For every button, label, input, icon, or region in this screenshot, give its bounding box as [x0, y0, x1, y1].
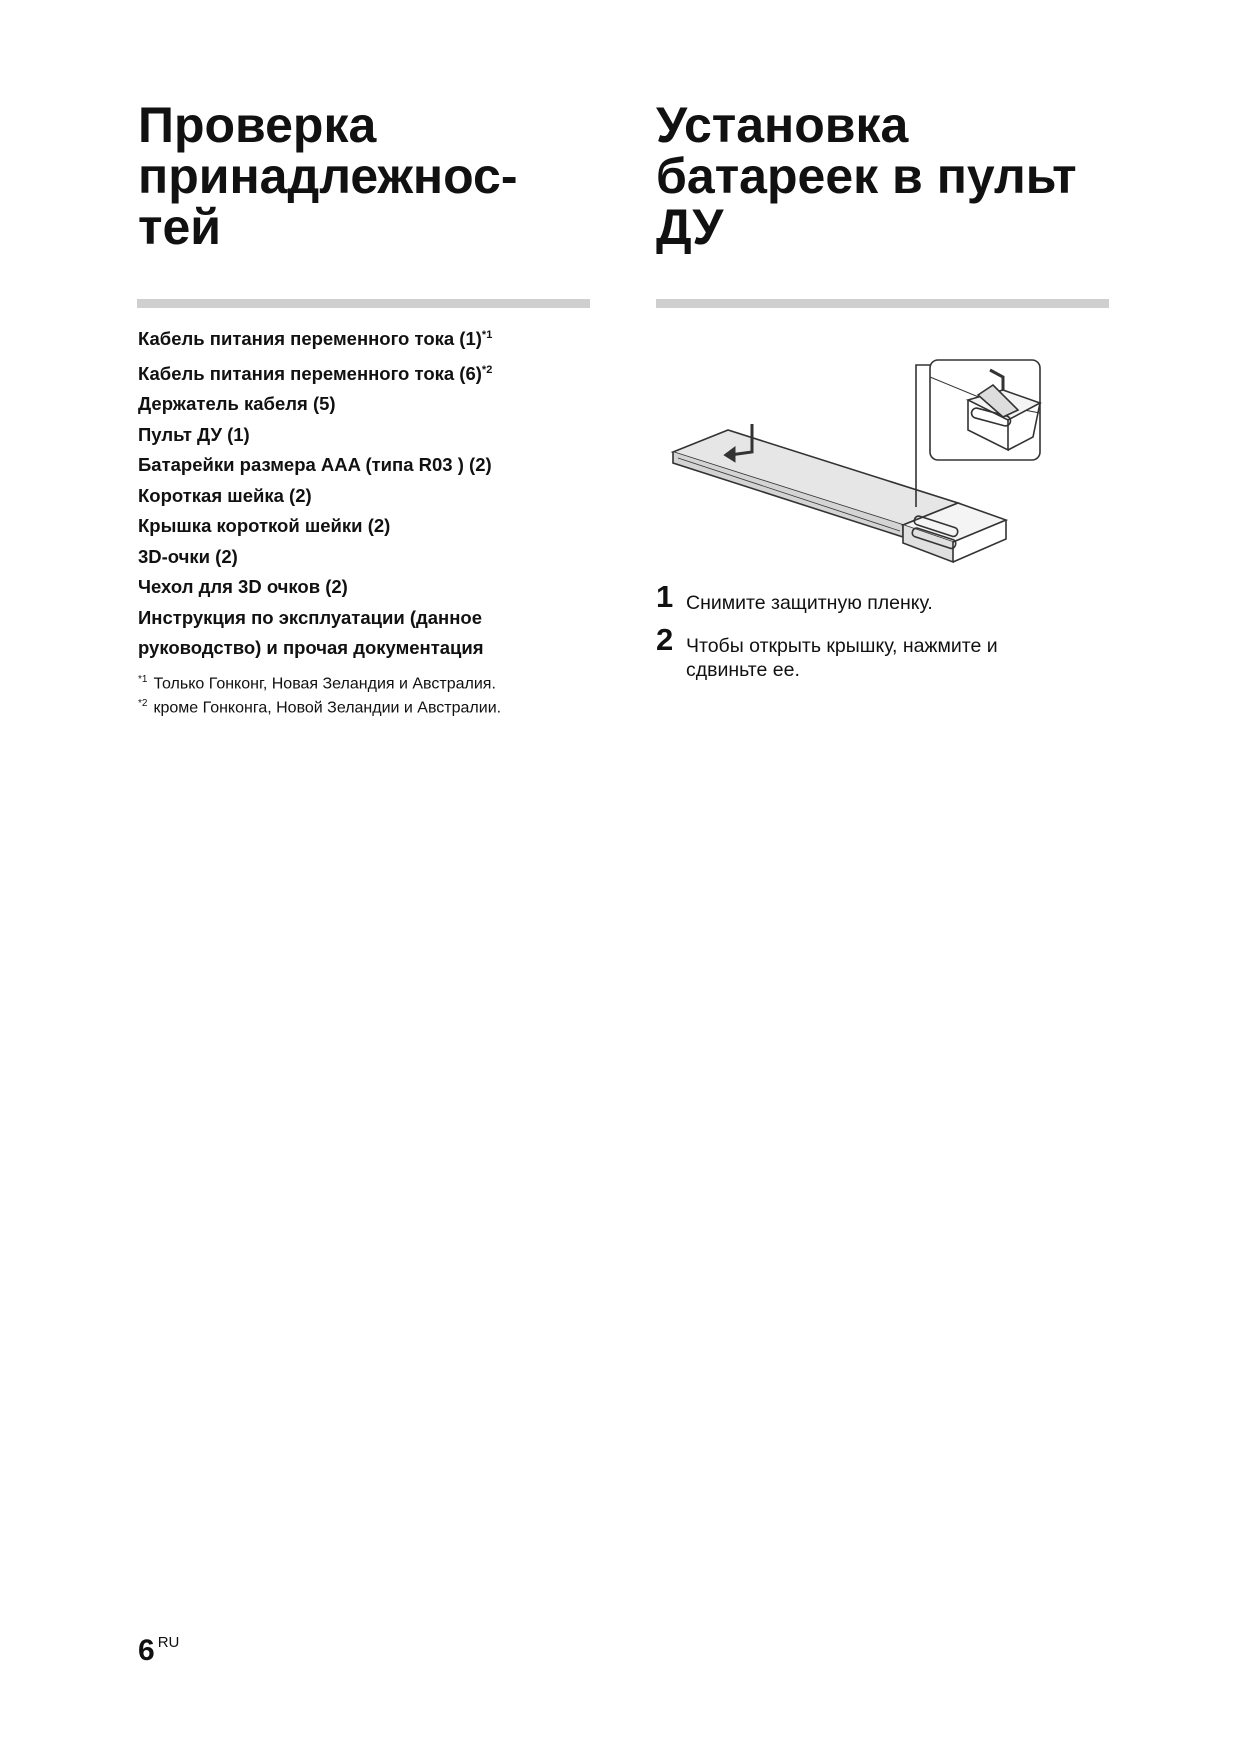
- footnote: $^{*2}$ кроме Гонконга, Новой Зеландии и Австралии.: [138, 698, 502, 717]
- title-line: Установка: [656, 97, 909, 153]
- step-number: 2: [656, 622, 674, 657]
- list-item: руководство) и прочая документация: [138, 637, 484, 659]
- list-item: Инструкция по эксплуатации (данное: [138, 606, 482, 628]
- list-item: Пульт ДУ (1): [138, 423, 250, 445]
- inset-detail: [930, 360, 1040, 460]
- list-item: Батарейки размера AAA (типа R03 ) (2): [138, 454, 492, 476]
- list-item: Чехол для 3D очков (2): [138, 576, 348, 598]
- language-code: RU: [157, 1634, 180, 1651]
- callout-line: [916, 365, 930, 507]
- list-item: Кабель питания переменного тока $(1)^{*1}$: [138, 328, 493, 350]
- list-item: Крышка короткой шейки (2): [138, 515, 391, 537]
- left-title: [138, 97, 518, 255]
- step-text: Чтобы открыть крышку, нажмите и сдвиньте ее.: [686, 635, 998, 681]
- list-item: 3D-очки (2): [138, 545, 238, 567]
- footnote: $^{*1}$ Только Гонконг, Новая Зеландия и Австралия.: [138, 674, 496, 693]
- step-number: 1: [656, 579, 674, 614]
- right-title: [656, 97, 1077, 255]
- title-line: принадлежнос-: [138, 148, 518, 204]
- list-item: Кабель питания переменного тока $(6)^{*2}$: [138, 362, 493, 384]
- list-item: Держатель кабеля (5): [138, 393, 336, 415]
- left-divider: [137, 299, 590, 308]
- title-line: батареек в пульт: [656, 148, 1077, 204]
- step-2: [656, 622, 1046, 682]
- right-divider: [656, 299, 1109, 308]
- list-item: Короткая шейка (2): [138, 484, 312, 506]
- title-line: тей: [138, 199, 222, 255]
- steps-list: [656, 579, 1046, 692]
- title-line: ДУ: [656, 199, 724, 255]
- footnotes: [138, 670, 501, 719]
- step-1: [656, 579, 1046, 615]
- remote-battery-illustration: [668, 355, 1098, 565]
- step-text: Снимите защитную пленку.: [686, 592, 933, 614]
- page-number: 6 $^{RU}$: [138, 1634, 180, 1667]
- title-line: Проверка: [138, 97, 377, 153]
- accessories-list: [138, 320, 492, 664]
